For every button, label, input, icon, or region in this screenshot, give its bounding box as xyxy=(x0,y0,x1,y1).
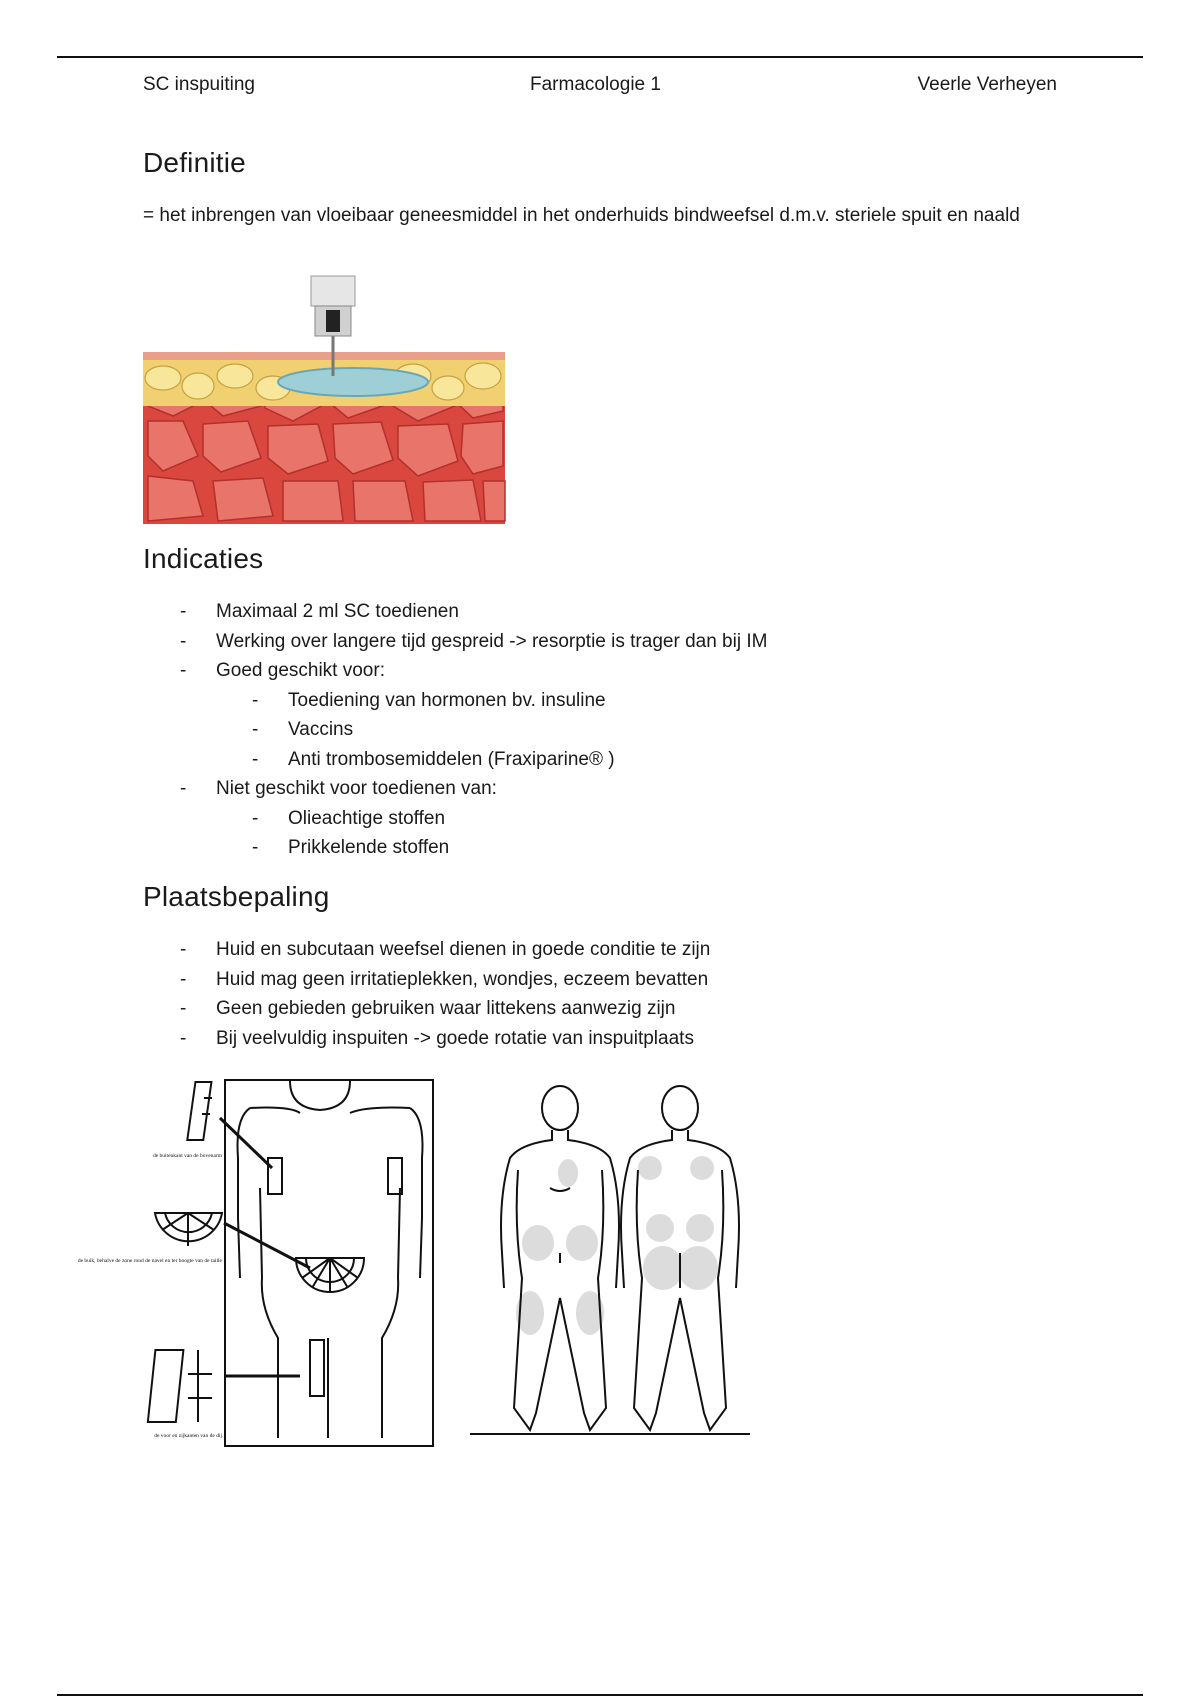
definitie-text: = het inbrengen van vloeibaar geneesmiddel in het onderhuids bindweefsel d.m.v. steriele spuit en naald xyxy=(143,205,1020,226)
list-item: - Maximaal 2 ml SC toedienen xyxy=(143,597,767,627)
heading-plaatsbepaling: Plaatsbepaling xyxy=(143,881,330,912)
heading-definitie: Definitie xyxy=(143,147,246,178)
list-item: - Goed geschikt voor: xyxy=(143,656,767,686)
list-item: - Huid mag geen irritatieplekken, wondjes, eczeem bevatten xyxy=(143,965,710,995)
zone-label-arm: de buitenkant van de bovenarm xyxy=(152,1153,222,1159)
indicaties-list xyxy=(143,597,767,863)
header-right: Veerle Verheyen xyxy=(917,74,1057,95)
body-front-back-figure xyxy=(470,1078,770,1440)
header-center: Farmacologie 1 xyxy=(530,74,661,95)
header-left: SC inspuiting xyxy=(143,74,255,95)
list-item: - Huid en subcutaan weefsel dienen in goede conditie te zijn xyxy=(143,935,710,965)
plaatsbepaling-list xyxy=(143,935,710,1053)
list-item: - Werking over langere tijd gespreid -> resorptie is trager dan bij IM xyxy=(143,627,767,657)
list-item: - Anti trombosemiddelen (Fraxiparine® ) xyxy=(143,745,767,775)
heading-indicaties: Indicaties xyxy=(143,543,264,574)
list-item: - Olieachtige stoffen xyxy=(143,804,767,834)
header-rule xyxy=(57,56,1143,58)
zone-label-thigh: de voor en zijkanten van de dij xyxy=(154,1433,222,1439)
footer-rule xyxy=(57,1694,1143,1696)
list-item: - Niet geschikt voor toedienen van: xyxy=(143,774,767,804)
list-item: - Toediening van hormonen bv. insuline xyxy=(143,686,767,716)
list-item: - Prikkelende stoffen xyxy=(143,833,767,863)
zone-label-belly: de buik, behalve de zone rond de navel en ter hoogte van de taille xyxy=(77,1258,222,1264)
injection-zones-diagram xyxy=(77,1078,440,1450)
list-item: - Vaccins xyxy=(143,715,767,745)
injection-illustration xyxy=(143,276,505,524)
list-item: - Geen gebieden gebruiken waar littekens aanwezig zijn xyxy=(143,994,710,1024)
list-item: - Bij veelvuldig inspuiten -> goede rotatie van inspuitplaats xyxy=(143,1024,710,1054)
